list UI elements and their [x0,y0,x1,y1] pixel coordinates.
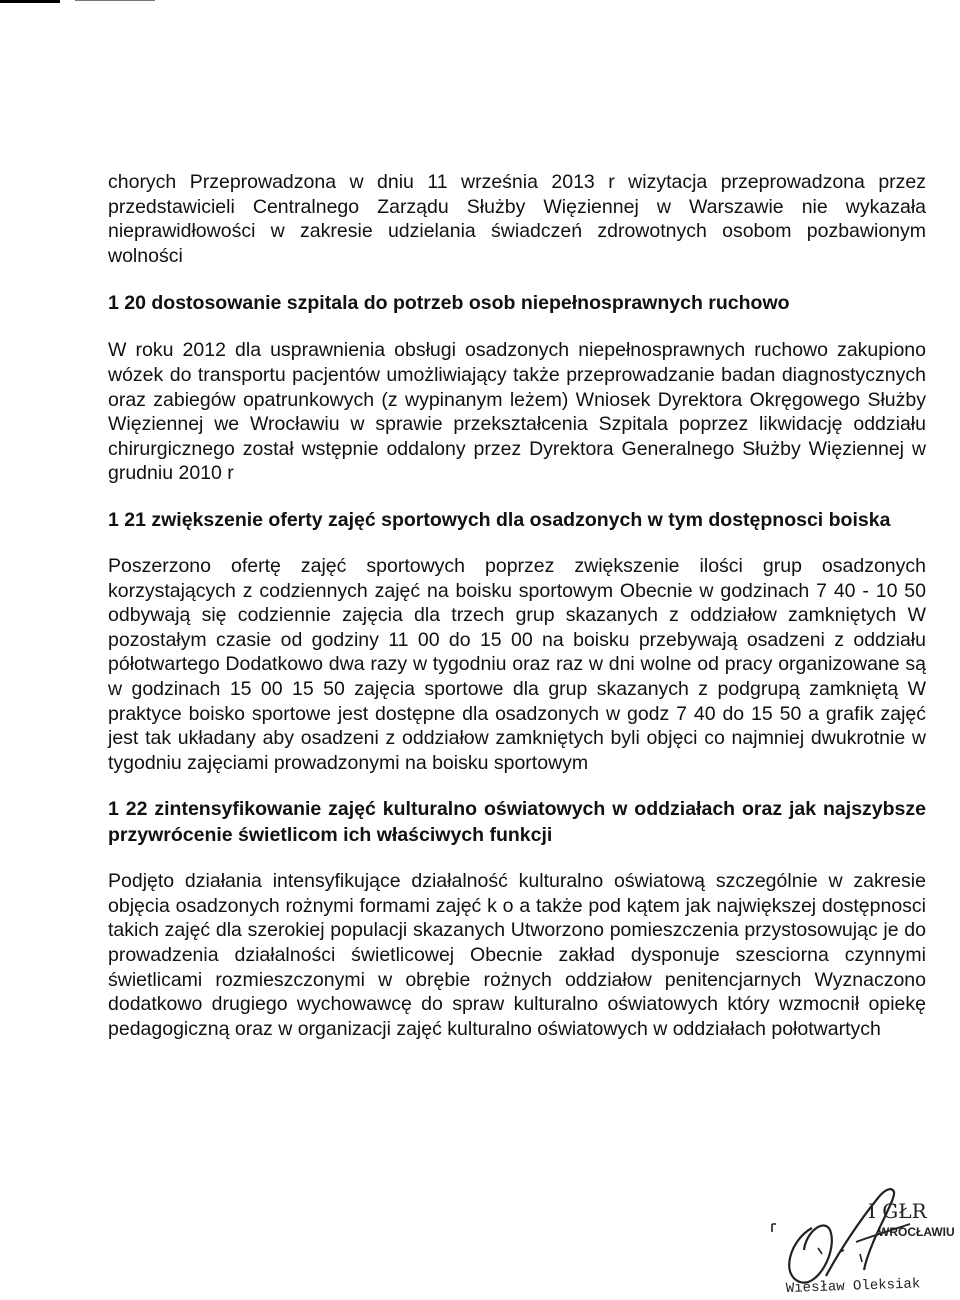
section-heading-1-22: 1 22 zintensyfikowanie zajęć kulturalno oświatowych w oddziałach oraz jak najszybsze przywrócenie świetlicom ich właściwych funkcji [108,798,926,847]
section-heading-1-21: 1 21 zwiększenie oferty zajęć sportowych dla osadzonych w tym dostępnosci boiska [108,508,891,531]
document-body [108,170,926,1041]
paragraph-2: W roku 2012 dla usprawnienia obsługi osadzonych niepełnosprawnych ruchowo zakupiono wózek do transportu pacjentów umożliwiający także przeprowadzanie badan diagnostycznych oraz zabiegów opatrunkowych (z wypinanym leżem) Wniosek Dyrektora Okręgowego Służby Więziennej we Wrocławiu w sprawie przekształcenia Szpitala poprzez likwidację oddziału chirurgicznego został wstępnie oddalony przez Dyrektora Generalnego Służby Więziennej w grudniu 2010 r [108,339,926,485]
paragraph-4: Podjęto działania intensyfikujące działalność kulturalno oświatową szczególnie w zakresie objęcia osadzonych rożnymi formami zajęć k o a także pod kątem jak największej dostępnosci takich zajęć dla szerokiej populacji skazanych Utworzono pomieszczenia przystosowując je do prowadzenia działalności świetlicowej Obecnie zakład dysponuje szesciorna czynnymi świetlicami rozmieszczonymi w obrębie rożnych oddziałow penitencjarnych Wyznaczono dodatkowo drugiego wychowawcę do spraw kulturalno oświatowych który wzmocnił opiekę pedagogiczną oraz w organizacji zajęć kulturalno oświatowych w oddziałach połotwartych [108,870,926,1040]
stamp-line-2: WROCŁAWIU [878,1225,955,1239]
paragraph-1: chorych Przeprowadzona w dniu 11 września 2013 r wizytacja przeprowadzona przez przedstawicieli Centralnego Zarządu Służby Więziennej w Warszawie nie wykazała nieprawidłowości w zakresie udzielania świadczeń zdrowotnych osobom pozbawionym wolności [108,171,926,267]
signature-stamp [760,1180,956,1298]
signature-graphic [760,1180,956,1298]
top-rule-thin [75,0,155,1]
signature-stroke [789,1226,832,1283]
top-rule [0,0,60,3]
stamp-name: Wiesław Oleksiak [785,1276,921,1297]
section-heading-1-20: 1 20 dostosowanie szpitala do potrzeb osob niepełnosprawnych ruchowo [108,292,790,315]
stamp-corner [772,1224,776,1232]
paragraph-3: Poszerzono ofertę zajęć sportowych poprzez zwiększenie ilości grup osadzonych korzystających z codziennych zajęć na boisku sportowym Obecnie w godzinach 7 40 - 10 50 odbywają się codziennie zajęcia dla trzech grup skazanych z oddziałow zamkniętych W pozostałym czasie od godziny 11 00 do 15 00 na boisku przebywają osadzeni z oddziału półotwartego Dodatkowo dwa razy w tygodniu oraz raz w dni wolne od pracy organizowane są w godzinach 15 00 15 50 zajęcia sportowe dla grup skazanych z podgrupą zamkniętą W praktyce boisko sportowe jest dostępne dla osadzonych w godz 7 40 do 15 50 a grafik zajęć jest tak układany aby osadzeni z oddziałow zamkniętych byli objęci co najmniej dwukrotnie w tygodniu zajęciami prowadzonymi na boisku sportowym [108,554,926,774]
stamp-line-1: I GŁR [868,1199,927,1223]
